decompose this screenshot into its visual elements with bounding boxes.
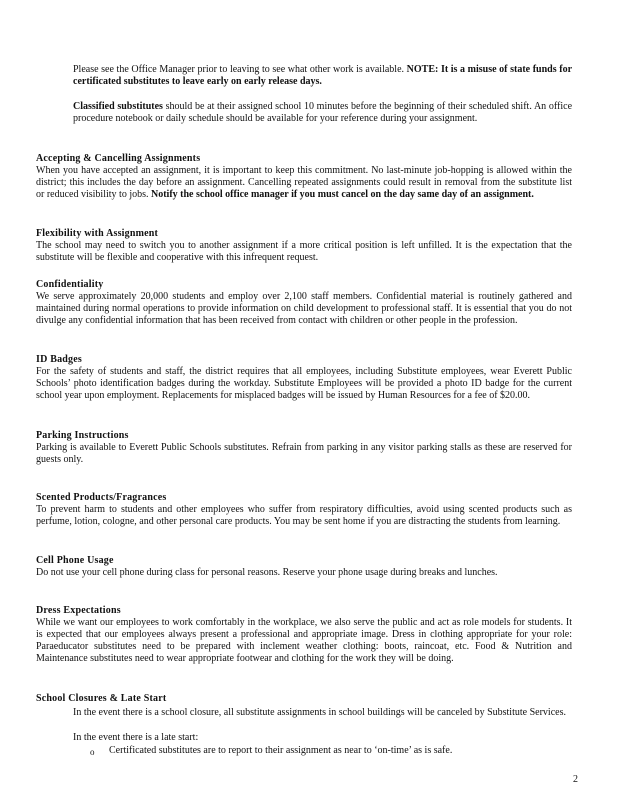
bullet-text: Please see the Office Manager prior to leaving to see what other work is available. (73, 64, 405, 75)
section-heading: School Closures & Late Start (36, 693, 167, 704)
section-closures (36, 693, 572, 705)
sub-bullet-item (90, 745, 572, 757)
section-text: Parking is available to Everett Public Schools substitutes. Refrain from parking in any visitor parking stalls as these are reserved for guests only. (36, 442, 572, 465)
section-id-badges (36, 354, 572, 402)
section-text: Do not use your cell phone during class for personal reasons. Reserve your phone usage during breaks and lunches. (36, 567, 498, 578)
section-heading: Accepting & Cancelling Assignments (36, 153, 201, 164)
section-text: For the safety of students and staff, the district requires that all employees, including Substitute employees, wear Everett Public Schools’ photo identification badges during the workday. Substitute Employees will be provided a photo ID badge for the current school year upon employment. Replacements for misplaced badges will be issued by Human Resources for a fee of $20.00. (36, 366, 572, 401)
sub-bullet-text: Certificated substitutes are to report to their assignment as near to ‘on-time’ as is safe. (109, 745, 453, 756)
section-text: To prevent harm to students and other employees who suffer from respiratory difficulties, avoid using scented products such as perfume, lotion, cologne, and other personal care products. You may be sent home if you are distracting the students from learning. (36, 504, 572, 527)
section-dress (36, 605, 572, 665)
section-text: We serve approximately 20,000 students and employ over 2,100 staff members. Confidential material is routinely gathered and maintained during normal operations to provide information on child development to professional staff. It is essential that you do not divulge any confidential information that has been received from contact with children or other people in the profession. (36, 291, 572, 326)
bullet-text: In the event there is a school closure, all substitute assignments in school buildings will be canceled by Substitute Services. (73, 707, 566, 718)
section-bold-text: Notify the school office manager if you must cancel on the day same day of an assignment. (151, 189, 534, 200)
bullet-item (52, 101, 572, 125)
section-text: While we want our employees to work comfortably in the workplace, we also serve the public and act as role models for students. It is expected that our employees always present a professional and appropriate image. Dress in clothing appropriate for your role: Paraeducator substitutes need to be prepared with inclement weather clothing: boots, raincoat, etc. Food & Nutrition and Maintenance substitutes need to wear appropriate footwear and clothing for the work they will be doing. (36, 617, 572, 664)
section-text: When you have accepted an assignment, it is important to keep this commitment. No last-minute job-hopping is allowed within the district; this includes the day before an assignment. Cancelling repeated assignments could result in removal from the substitute list or reduced visibility to jobs. (36, 165, 572, 200)
page-number: 2 (573, 774, 578, 785)
section-accepting (36, 153, 572, 201)
section-heading: ID Badges (36, 354, 82, 365)
sub-bullet-marker: o (90, 747, 95, 757)
section-heading: Parking Instructions (36, 430, 129, 441)
section-heading: Confidentiality (36, 279, 104, 290)
bullet-item (52, 64, 572, 88)
section-flexibility (36, 228, 572, 264)
section-heading: Cell Phone Usage (36, 555, 114, 566)
section-heading: Flexibility with Assignment (36, 228, 159, 239)
section-text: The school may need to switch you to another assignment if a more critical position is left unfilled. It is the expectation that the substitute will be flexible and cooperative with this infrequent request. (36, 240, 572, 263)
bullet-text: In the event there is a late start: (73, 732, 199, 743)
section-cell-phone (36, 555, 572, 579)
bullet-text: should be at their assigned school 10 minutes before the beginning of their scheduled shift. An office procedure notebook or daily schedule should be available for your reference during your assignment. (73, 101, 573, 124)
bullet-item (52, 732, 572, 744)
note-text: NOTE: It is a misuse of state funds for certificated substitutes to leave early on early release days. (73, 64, 573, 87)
bullet-item (52, 707, 572, 719)
section-scented (36, 492, 572, 528)
bullet-lead: Classified substitutes (73, 101, 163, 112)
section-heading: Dress Expectations (36, 605, 121, 616)
section-heading: Scented Products/Fragrances (36, 492, 167, 503)
section-parking (36, 430, 572, 466)
section-confidentiality (36, 279, 572, 327)
